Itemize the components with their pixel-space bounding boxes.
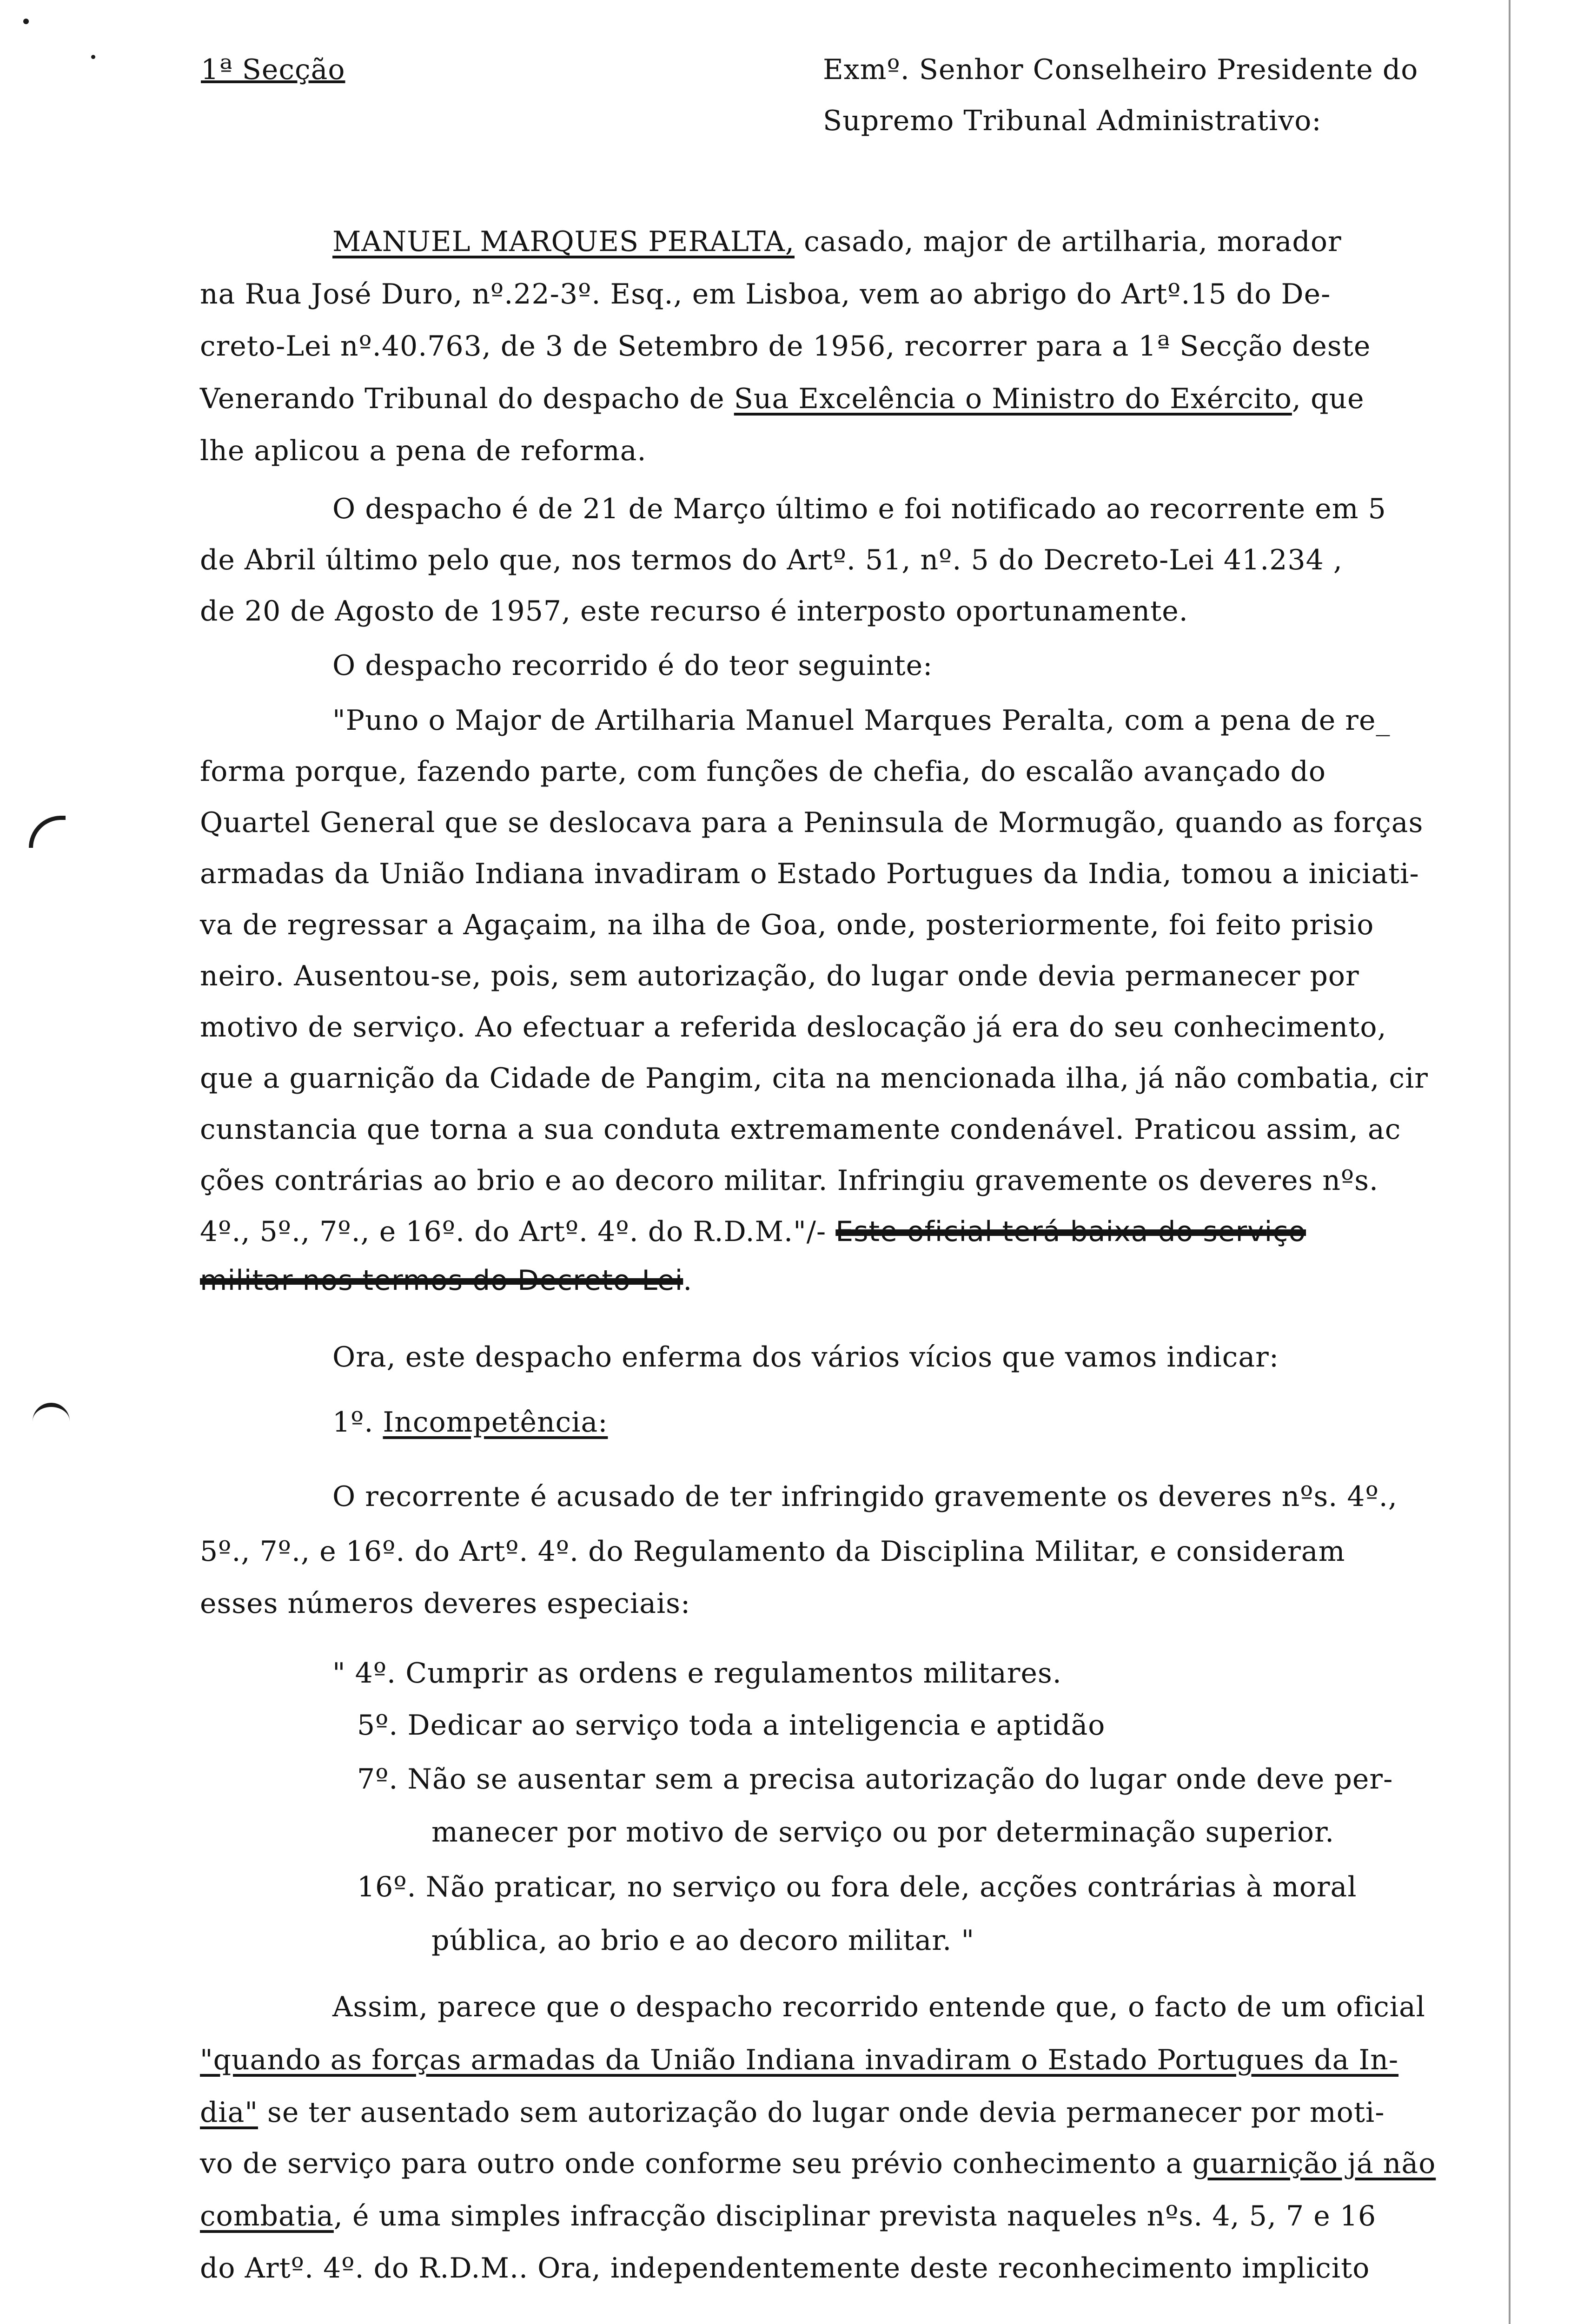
handwritten-arc-mark <box>33 1403 70 1426</box>
quote-line: va de regressar a Agaçaim, na ilha de Goa, onde, posteriormente, foi feito prisio <box>200 909 1374 941</box>
duty-item-continuation: pública, ao brio e ao decoro militar. " <box>431 1924 975 1957</box>
paragraph-line: "quando as forças armadas da União Indiana invadiram o Estado Portugues da In- <box>200 2044 1399 2076</box>
duty-item: 16º. Não praticar, no serviço ou fora dele, acções contrárias à moral <box>357 1871 1357 1903</box>
addressee-line-2: Supremo Tribunal Administrativo: <box>823 105 1322 137</box>
text-segment: dia" <box>200 2096 258 2129</box>
section-label: 1ª Secção <box>201 53 345 86</box>
paragraph-line: creto-Lei nº.40.763, de 3 de Setembro de 1956, recorrer para a 1ª Secção deste <box>200 330 1371 363</box>
text-segment: combatia <box>200 2200 334 2232</box>
paragraph-line: de 20 de Agosto de 1957, este recurso é interposto oportunamente. <box>200 595 1188 627</box>
paragraph-line: Ora, este despacho enferma dos vários vícios que vamos indicar: <box>332 1341 1279 1373</box>
duty-item-continuation: manecer por motivo de serviço ou por determinação superior. <box>431 1816 1335 1849</box>
text-segment: , que <box>1292 383 1365 415</box>
quote-line: Quartel General que se deslocava para a Peninsula de Mormugão, quando as forças <box>200 806 1424 839</box>
paragraph-line <box>200 2198 1376 2235</box>
quote-line <box>200 1213 1306 1250</box>
quote-line <box>200 1262 692 1299</box>
duty-item: 5º. Dedicar ao serviço toda a inteligencia e aptidão <box>357 1709 1106 1742</box>
paragraph-line <box>200 2094 1385 2131</box>
text-segment: vo de serviço para outro onde conforme seu prévio conhecimento a <box>200 2147 1193 2180</box>
subsection-number: 1º. <box>332 1406 383 1439</box>
quote-line: cunstancia que torna a sua conduta extremamente condenável. Praticou assim, ac <box>200 1113 1401 1146</box>
text-segment: casado, major de artilharia, morador <box>795 225 1342 258</box>
subsection-heading <box>332 1404 608 1441</box>
quote-line: neiro. Ausentou-se, pois, sem autorização, do lugar onde devia permanecer por <box>200 960 1359 992</box>
quote-line: "Puno o Major de Artilharia Manuel Marques Peralta, com a pena de re_ <box>332 704 1391 737</box>
paragraph-line: do Artº. 4º. do R.D.M.. Ora, independentemente deste reconhecimento implicito <box>200 2252 1370 2284</box>
petitioner-name: MANUEL MARQUES PERALTA, <box>332 225 795 258</box>
text-segment: , é uma simples infracção disciplinar prevista naqueles nºs. 4, 5, 7 e 16 <box>333 2200 1377 2232</box>
scan-speck <box>91 55 95 59</box>
paragraph-line: lhe aplicou a pena de reforma. <box>200 435 647 467</box>
paragraph-line: de Abril último pelo que, nos termos do Artº. 51, nº. 5 do Decreto-Lei 41.234 , <box>200 544 1343 576</box>
paragraph-line: O recorrente é acusado de ter infringido gravemente os deveres nºs. 4º., <box>332 1480 1398 1513</box>
paragraph-line: Assim, parece que o despacho recorrido entende que, o facto de um oficial <box>332 1991 1425 2023</box>
minister-reference: Sua Excelência o Ministro do Exército <box>734 383 1292 415</box>
scan-edge-right <box>1509 0 1511 2324</box>
paragraph-line: 5º., 7º., e 16º. do Artº. 4º. do Regulamento da Disciplina Militar, e consideram <box>200 1535 1345 1568</box>
quote-line: forma porque, fazendo parte, com funções de chefia, do escalão avançado do <box>200 755 1326 788</box>
handwritten-bracket-mark <box>29 816 66 848</box>
text-segment: 4º., 5º., 7º., e 16º. do Artº. 4º. do R.D.M."/- <box>200 1215 836 1248</box>
struck-text: Este oficial terá baixa do serviço <box>835 1215 1306 1248</box>
text-segment: guarnição já não <box>1192 2147 1436 2180</box>
struck-text: militar nos termos do Decreto-Lei <box>200 1264 683 1297</box>
paragraph-line: O despacho é de 21 de Março último e foi notificado ao recorrente em 5 <box>332 493 1386 525</box>
text-segment: . <box>683 1264 693 1297</box>
quote-line: motivo de serviço. Ao efectuar a referida deslocação já era do seu conhecimento, <box>200 1011 1387 1043</box>
paragraph-line <box>200 2145 1436 2182</box>
paragraph-line <box>332 223 1342 260</box>
text-segment: Venerando Tribunal do despacho de <box>200 383 734 415</box>
paragraph-line <box>200 380 1365 417</box>
quote-line: que a guarnição da Cidade de Pangim, cita na mencionada ilha, já não combatia, cir <box>200 1062 1428 1095</box>
quote-line: armadas da União Indiana invadiram o Estado Portugues da India, tomou a iniciati- <box>200 858 1419 890</box>
scan-speck <box>23 19 29 24</box>
text-segment: se ter ausentado sem autorização do lugar onde devia permanecer por moti- <box>258 2096 1385 2129</box>
duty-item: " 4º. Cumprir as ordens e regulamentos militares. <box>332 1657 1062 1690</box>
paragraph-line: esses números deveres especiais: <box>200 1587 691 1620</box>
addressee-line-1: Exmº. Senhor Conselheiro Presidente do <box>823 53 1418 86</box>
subsection-title: Incompetência: <box>383 1406 608 1439</box>
duty-item: 7º. Não se ausentar sem a precisa autorização do lugar onde deve per- <box>357 1763 1393 1796</box>
quote-line: ções contrárias ao brio e ao decoro militar. Infringiu gravemente os deveres nºs. <box>200 1164 1379 1197</box>
paragraph-line: O despacho recorrido é do teor seguinte: <box>332 649 933 682</box>
paragraph-line: na Rua José Duro, nº.22-3º. Esq., em Lisboa, vem ao abrigo do Artº.15 do De- <box>200 278 1331 310</box>
